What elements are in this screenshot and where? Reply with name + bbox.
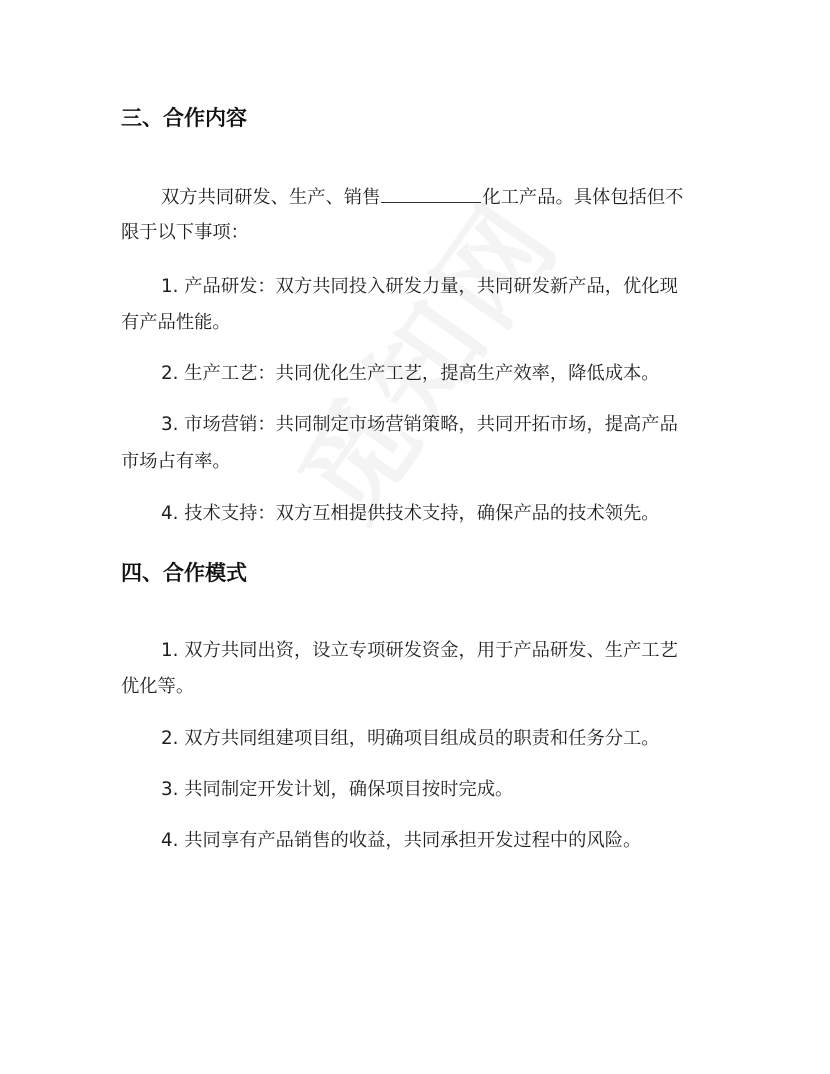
fill-in-blank[interactable] — [381, 184, 481, 203]
section-4-item-4: 4. 共同享有产品销售的收益，共同承担开发过程中的风险。 — [161, 830, 642, 851]
intro-text-after-blank: 化工产品。具体包括但不 — [482, 187, 684, 208]
section-3-item-2: 2. 生产工艺：共同优化生产工艺，提高生产效率，降低成本。 — [161, 363, 660, 384]
intro-text-before-blank: 双方共同研发、生产、销售 — [161, 187, 381, 208]
section-3-item-3-line-2: 市场占有率。 — [121, 451, 231, 472]
section-3-item-1-line-2: 有产品性能。 — [121, 312, 231, 333]
section-3-intro-line-1 — [161, 184, 683, 211]
section-3-item-3-line-1: 3. 市场营销：共同制定市场营销策略，共同开拓市场，提高产品 — [161, 414, 678, 435]
section-4-item-2: 2. 双方共同组建项目组，明确项目组成员的职责和任务分工。 — [161, 728, 660, 749]
section-4-item-1-line-1: 1. 双方共同出资，设立专项研发资金，用于产品研发、生产工艺 — [161, 640, 678, 661]
section-4-item-1-line-2: 优化等。 — [121, 676, 195, 697]
section-3-item-4: 4. 技术支持：双方互相提供技术支持，确保产品的技术领先。 — [161, 503, 660, 524]
section-4-item-3: 3. 共同制定开发计划，确保项目按时完成。 — [161, 779, 514, 800]
section-3-intro-line-2: 限于以下事项： — [121, 222, 249, 243]
section-4-heading: 四、合作模式 — [121, 561, 247, 585]
section-3-item-1-line-1: 1. 产品研发：双方共同投入研发力量，共同研发新产品，优化现 — [161, 276, 678, 297]
section-3-heading: 三、合作内容 — [121, 106, 247, 130]
watermark — [278, 178, 583, 542]
